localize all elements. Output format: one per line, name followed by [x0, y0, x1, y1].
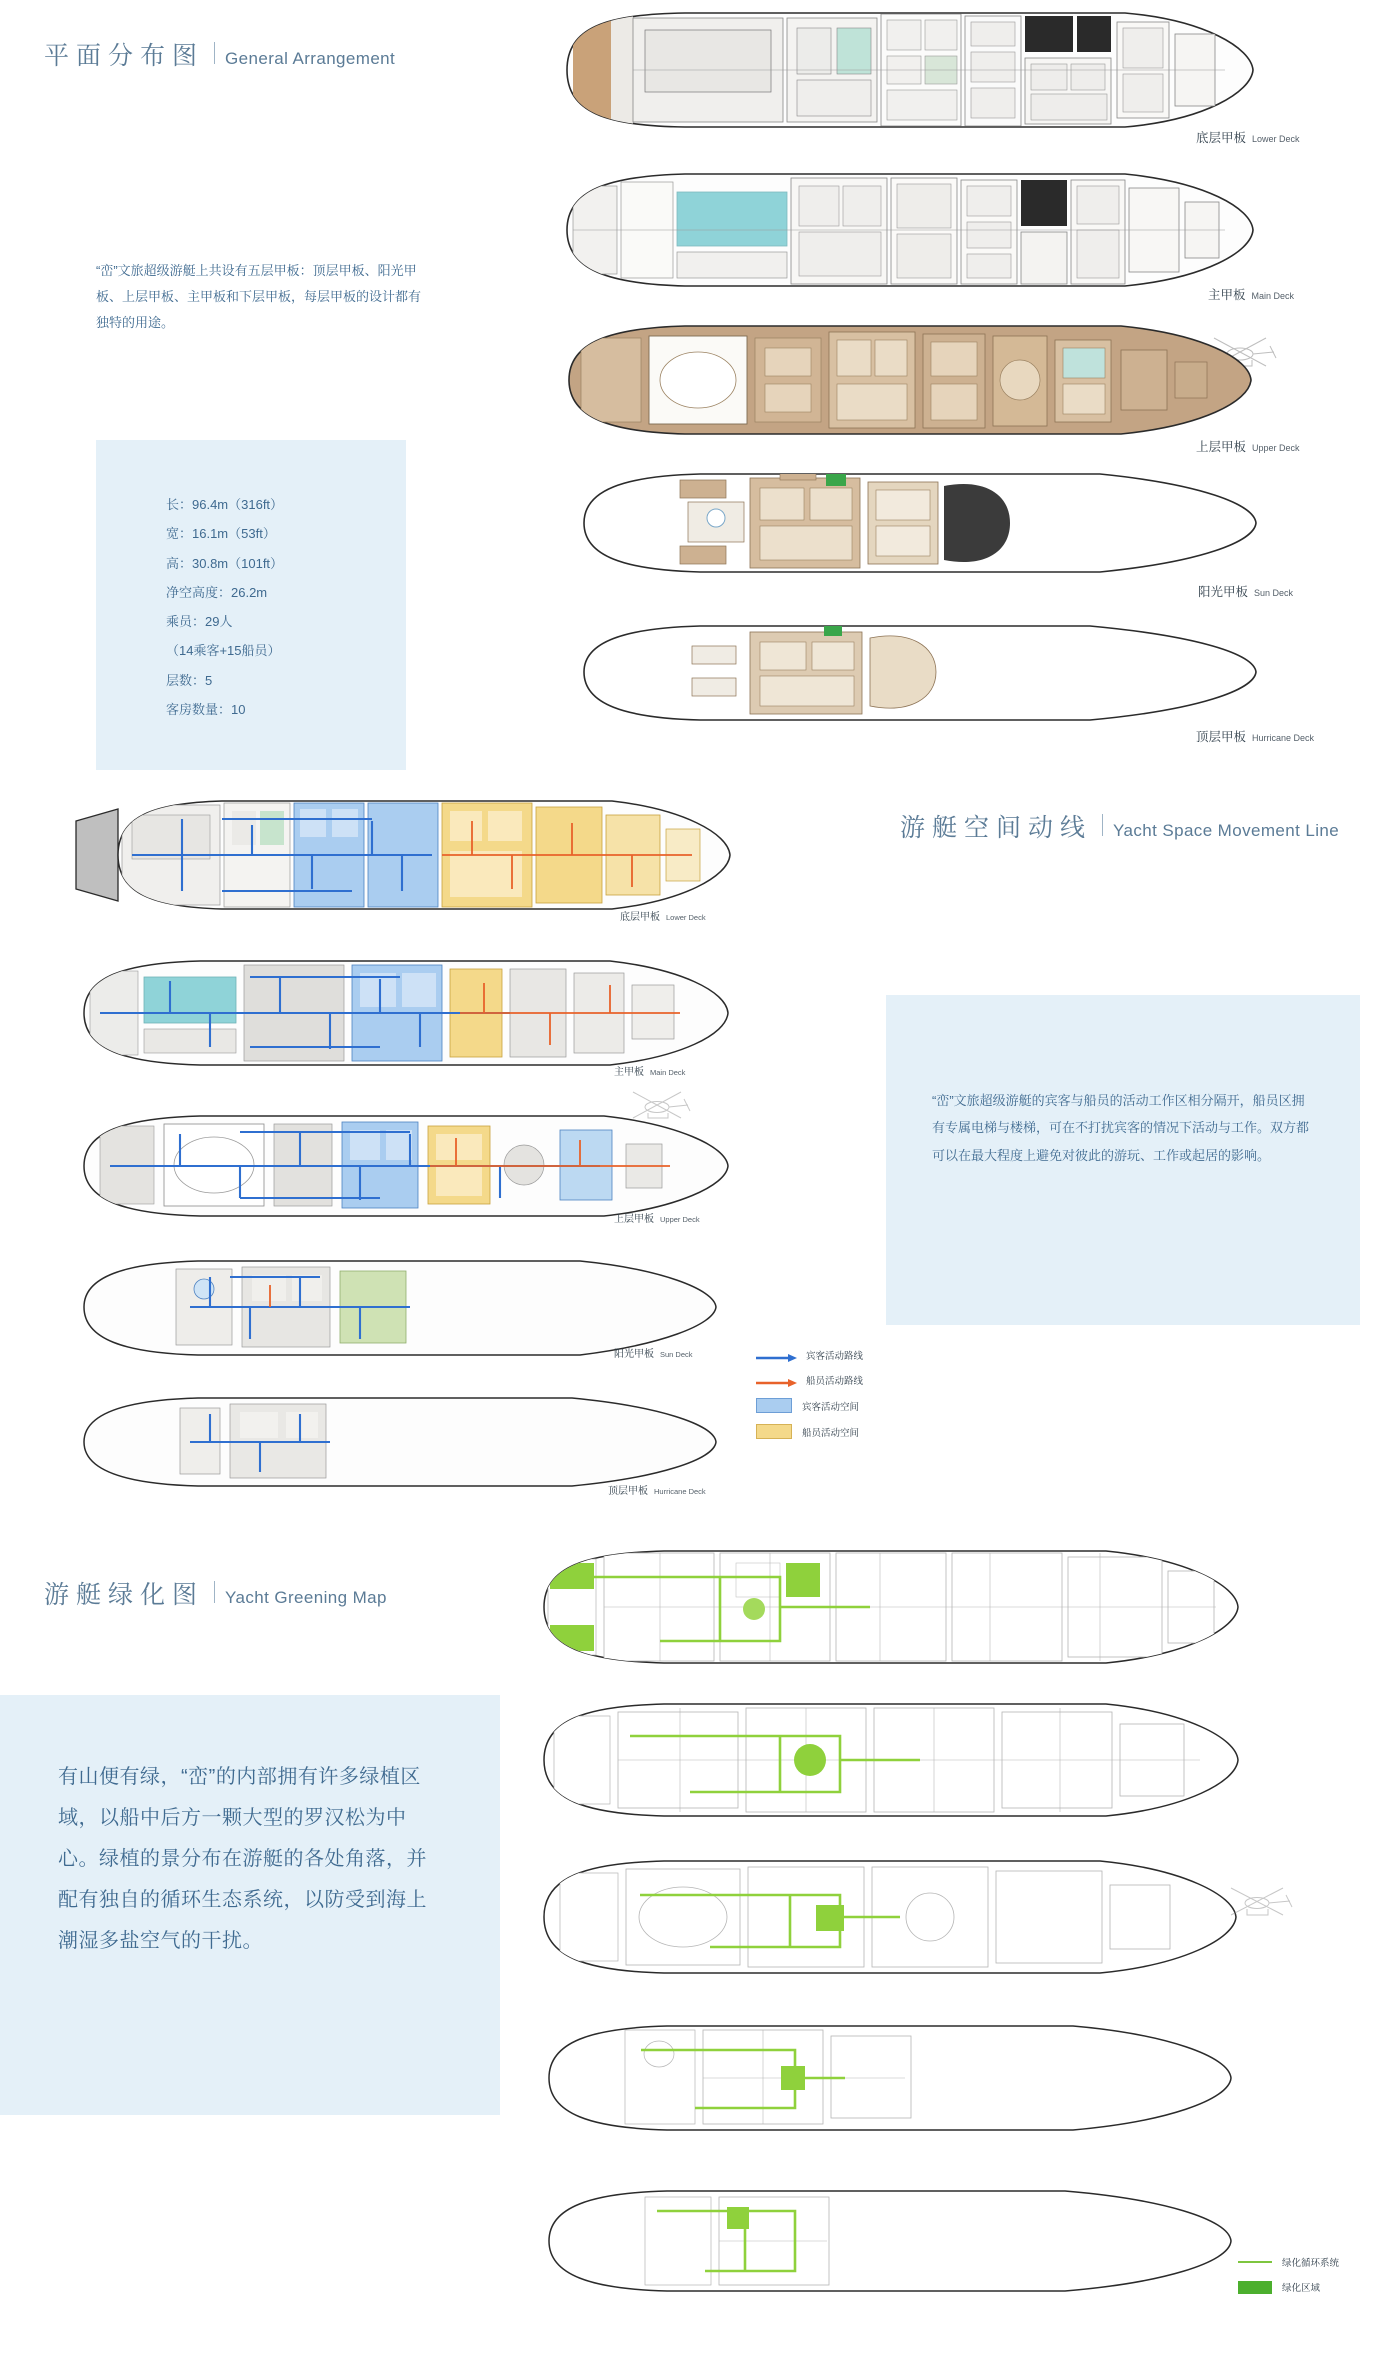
- spec-air-draft: 净空高度：26.2m: [166, 584, 268, 600]
- ga-label-lower: [1196, 128, 1300, 146]
- ga-deck-sun: [580, 468, 1260, 578]
- gm-deck-upper: [540, 1855, 1240, 1980]
- spec-beam: 宽：16.1m（53ft）: [166, 526, 276, 542]
- title-divider: [214, 42, 215, 64]
- legend-label: 船员活动空间: [802, 1427, 860, 1439]
- spec-decks: 层数：5: [166, 672, 213, 688]
- deck-name-en: Main Deck: [650, 1068, 686, 1077]
- crew-space-swatch: [756, 1424, 792, 1439]
- legend-item-green-area: [1238, 2280, 1339, 2294]
- title-divider: [214, 1581, 215, 1603]
- guest-route-arrow-icon: [756, 1350, 796, 1360]
- deck-name-en: Lower Deck: [666, 913, 706, 922]
- movement-legend: [756, 1348, 863, 1450]
- ga-deck-main: [565, 168, 1255, 293]
- legend-label: 绿化循环系统: [1282, 2258, 1340, 2269]
- section-title-movement: [900, 808, 1339, 844]
- green-area-swatch: [1238, 2281, 1272, 2294]
- deck-name-cn: 上层甲板: [614, 1214, 654, 1225]
- spec-capacity: 乘员：29人: [166, 614, 233, 629]
- gm-deck-lower: [540, 1545, 1240, 1670]
- ga-label-upper: [1196, 437, 1300, 455]
- deck-name-en: Sun Deck: [1254, 588, 1294, 598]
- section-title-movement-cn: 游艇空间动线: [900, 814, 1093, 842]
- ga-deck-lower: [565, 8, 1255, 133]
- legend-item-green-loop: [1238, 2255, 1339, 2269]
- spec-length: 长：96.4m（316ft）: [166, 497, 284, 512]
- deck-name-cn: 主甲板: [1208, 288, 1246, 302]
- gm-deck-sun: [545, 2020, 1235, 2135]
- deck-name-en: Hurricane Deck: [1252, 733, 1315, 743]
- green-loop-line-icon: [1238, 2261, 1272, 2263]
- ga-deck-upper: [565, 318, 1255, 443]
- section-title-movement-en: Yacht Space Movement Line: [1113, 821, 1340, 840]
- ml-label-lower: [620, 908, 706, 923]
- spec-height: 高：30.8m（101ft）: [166, 555, 284, 571]
- legend-label: 宾客活动空间: [802, 1401, 860, 1413]
- movement-note-box: [886, 995, 1360, 1325]
- deck-name-cn: 顶层甲板: [608, 1486, 648, 1497]
- deck-name-cn: 主甲板: [614, 1067, 644, 1078]
- legend-item-crew-route: [756, 1373, 863, 1387]
- ml-label-sun: [614, 1345, 693, 1360]
- ml-deck-lower: [72, 795, 732, 915]
- crew-route-arrow-icon: [756, 1375, 796, 1385]
- greening-note-box: [0, 1695, 500, 2115]
- deck-name-cn: 底层甲板: [1196, 131, 1247, 145]
- legend-item-crew-space: [756, 1424, 863, 1439]
- ga-label-sun: [1198, 582, 1293, 600]
- deck-name-en: Main Deck: [1251, 291, 1295, 301]
- spec-box: [96, 440, 406, 770]
- movement-description: “峦”文旅超级游艇的宾客与船员的活动工作区相分隔开，船员区拥有专属电梯与楼梯，可在不打扰宾客的情况下活动与工作。双方都可以在最大程度上避免对彼此的游玩、工作或起居的影响。: [932, 1093, 1310, 1163]
- section-title-general: [44, 36, 395, 72]
- legend-item-guest-space: [756, 1398, 863, 1413]
- greening-description: 有山便有绿，“峦”的内部拥有许多绿植区域，以船中后方一颗大型的罗汉松为中心。绿植的景分布在游艇的各处角落，并配有独自的循环生态系统，以防受到海上潮湿多盐空气的干扰。: [58, 1766, 427, 1952]
- section-title-greening-en: Yacht Greening Map: [225, 1588, 387, 1607]
- deck-name-cn: 底层甲板: [620, 912, 660, 923]
- legend-label: 船员活动路线: [806, 1376, 864, 1387]
- section-title-general-en: General Arrangement: [225, 49, 396, 68]
- deck-name-en: Sun Deck: [660, 1350, 693, 1359]
- deck-name-cn: 阳光甲板: [1198, 585, 1249, 599]
- ml-label-main: [614, 1063, 685, 1078]
- section-title-greening-cn: 游艇绿化图: [44, 1581, 205, 1609]
- deck-name-cn: 阳光甲板: [614, 1349, 654, 1360]
- gm-deck-hurricane: [545, 2185, 1235, 2297]
- deck-name-cn: 顶层甲板: [1196, 730, 1247, 744]
- general-description: “峦”文旅超级游艇上共设有五层甲板：顶层甲板、阳光甲板、上层甲板、主甲板和下层甲板，每层甲板的设计都有独特的用途。: [96, 263, 422, 330]
- ml-label-hurricane: [608, 1482, 706, 1497]
- section-title-greening: [44, 1575, 387, 1611]
- legend-label: 绿化区域: [1282, 2283, 1321, 2294]
- spec-cabins: 客房数量：10: [166, 701, 246, 717]
- ga-deck-hurricane: [580, 620, 1260, 725]
- ga-label-hurricane: [1196, 727, 1314, 745]
- guest-space-swatch: [756, 1398, 792, 1413]
- section-title-general-cn: 平面分布图: [44, 42, 205, 70]
- deck-name-en: Upper Deck: [660, 1215, 700, 1224]
- title-divider: [1102, 814, 1103, 836]
- spec-capacity-detail: （14乘客+15船员）: [166, 643, 281, 659]
- helicopter-icon: [1228, 1880, 1296, 1929]
- deck-name-en: Hurricane Deck: [654, 1487, 706, 1496]
- deck-name-en: Lower Deck: [1252, 134, 1300, 144]
- legend-item-guest-route: [756, 1348, 863, 1362]
- ml-deck-hurricane: [80, 1392, 720, 1492]
- ml-deck-upper: [80, 1110, 730, 1222]
- ml-label-upper: [614, 1210, 700, 1225]
- gm-deck-main: [540, 1698, 1240, 1823]
- deck-name-en: Upper Deck: [1252, 443, 1300, 453]
- legend-label: 宾客活动路线: [806, 1351, 864, 1362]
- deck-name-cn: 上层甲板: [1196, 440, 1247, 454]
- ga-label-main: [1208, 285, 1294, 303]
- ml-deck-main: [80, 955, 730, 1070]
- greening-legend: [1238, 2255, 1339, 2305]
